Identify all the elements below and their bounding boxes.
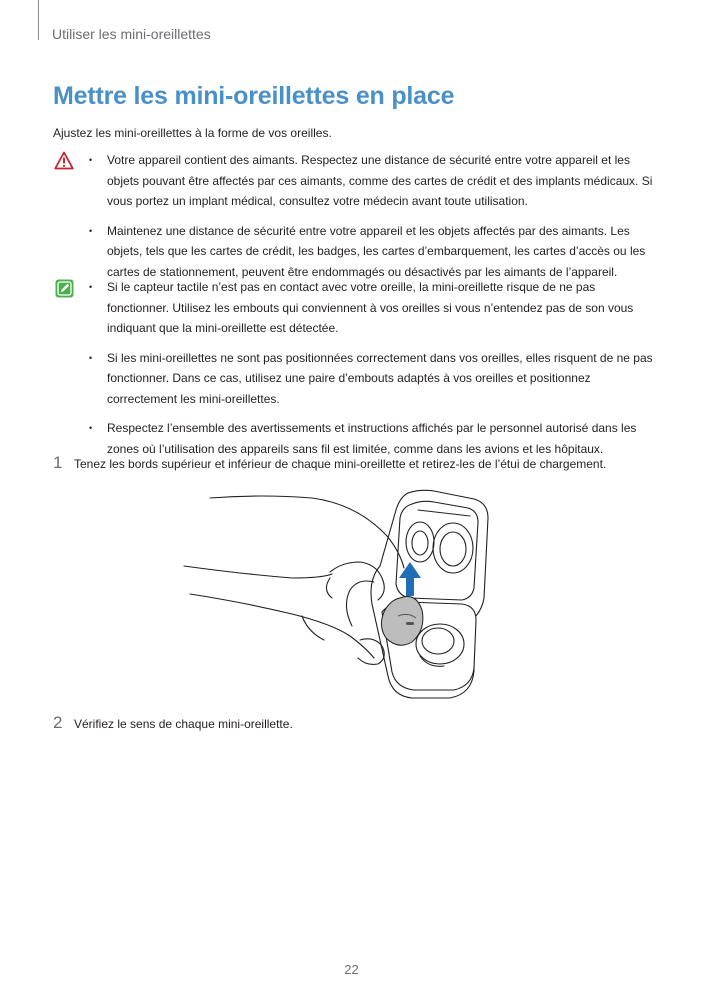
header-rule <box>38 0 39 40</box>
note-item: • Respectez l’ensemble des avertissements et instructions affichés par le personnel autorisé dans les zones où l’utilisation des appareils sans fil est limitée, comme dans les avions et les hôpitaux. <box>88 418 660 459</box>
warning-triangle-icon <box>54 151 74 170</box>
warning-item: • Maintenez une distance de sécurité entre votre appareil et les objets affectés par des aimants. Les objets, tels que les cartes de crédit, les badges, les cartes d’embarquement, les cartes d’accès ou les cartes de stationnement, peuvent être endommagés ou désactivés par les aimants de l’appareil. <box>88 221 660 283</box>
step-number: 2 <box>53 713 63 732</box>
page-title: Mettre les mini-oreillettes en place <box>53 82 455 110</box>
step-text: Tenez les bords supérieur et inférieur de chaque mini-oreillette et retirez-les de l’étui de chargement. <box>74 457 607 471</box>
note-item: • Si le capteur tactile n’est pas en contact avec votre oreille, la mini-oreillette risque de ne pas fonctionner. Utilisez les embouts qui conviennent à vos oreilles si vous n’entendez pas de son vous indiquant que la mini-oreillette est détectée. <box>88 277 660 339</box>
hand-removing-earbud-from-case-illustration <box>182 486 502 702</box>
intro-text: Ajustez les mini-oreillettes à la forme de vos oreilles. <box>53 126 332 140</box>
section-header: Utiliser les mini-oreillettes <box>52 26 211 42</box>
step-text: Vérifiez le sens de chaque mini-oreillette. <box>74 717 293 731</box>
step-number: 1 <box>53 453 63 472</box>
note-item: • Si les mini-oreillettes ne sont pas positionnées correctement dans vos oreilles, elles risquent de ne pas fonctionner. Dans ce cas, utilisez une paire d’embouts adaptés à vos oreilles et positionnez correctement les mini-oreillettes. <box>88 348 660 410</box>
note-list <box>88 277 660 468</box>
note-pencil-icon <box>55 279 74 298</box>
warning-item: • Votre appareil contient des aimants. Respectez une distance de sécurité entre votre appareil et les objets pouvant être affectés par ces aimants, comme des cartes de crédit et des implants médicaux. Si vous portez un implant médical, consultez votre médecin avant toute utilisation. <box>88 150 660 212</box>
warning-list <box>88 150 660 291</box>
page-number: 22 <box>344 962 359 977</box>
